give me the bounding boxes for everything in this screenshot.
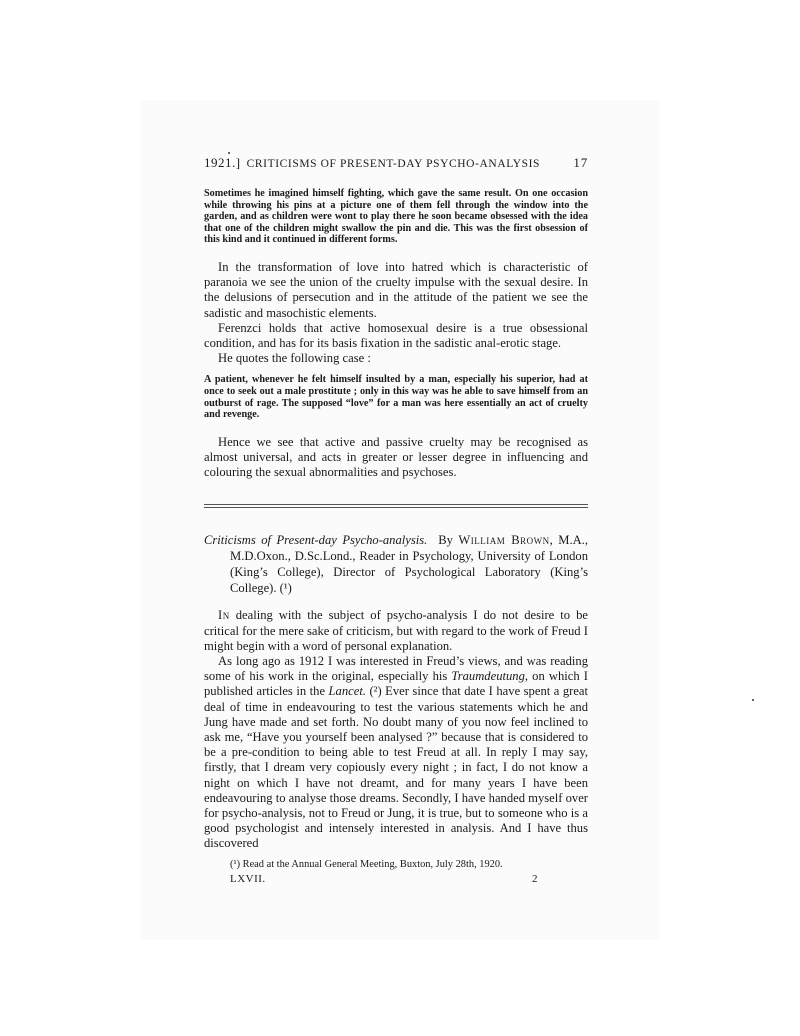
traumdeutung-title: Traumdeutung,	[451, 669, 529, 684]
signature-mark: 2	[532, 872, 538, 885]
page-foot	[204, 873, 588, 885]
paragraph-dealing-text: dealing with the subject of psycho-analysis I do not desire to be critical for the mere sake of criticism, but with regard to the work of Freud I might begin with a word of personal explanation.	[204, 608, 588, 653]
article-by: By	[438, 533, 453, 548]
paragraph-lead-word: In	[218, 608, 230, 623]
paragraph-dealing	[204, 608, 588, 654]
running-head	[204, 155, 588, 171]
divider-line-top	[204, 504, 588, 505]
article-credentials: , M.A., M.D.Oxon., D.Sc.Lond., Reader in Psychology, University of London (King’s College), Director of Psychological Laboratory (King’s College). (¹)	[230, 533, 588, 596]
paragraph-hatred: In the transformation of love into hatred which is characteristic of paranoia we see the union of the cruelty impulse with the sexual desire. In the delusions of persecution and in the attitude of the patient we see the sadistic and masochistic elements.	[204, 259, 588, 320]
case-extract: A patient, whenever he felt himself insulted by a man, especially his superior, had at once to seek out a male prostitute ; only in this way was he able to save himself from an outburst of rage. The supposed “love” for a man was here essentially an act of cruelty and revenge.	[204, 374, 588, 421]
article-title: Criticisms of Present-day Psycho-analysis.	[204, 533, 428, 548]
margin-speck	[228, 152, 230, 154]
paragraph-ferenzci: Ferenzci holds that active homosexual desire is a true obsessional condition, and has for its basis fixation in the sadistic anal-erotic stage.	[204, 320, 588, 350]
paragraph-hence: Hence we see that active and passive cruelty may be recognised as almost universal, and acts in greater or lesser degree in influencing and colouring the sexual abnormalities and psychoses.	[204, 434, 588, 480]
volume-number: LXVII.	[230, 872, 266, 885]
long-ago-part1: As long ago as 1912 I was interested in Freud’s views, and was reading some of his work in the original, especially his	[204, 653, 588, 684]
article-author: William Brown	[458, 533, 550, 548]
footnote: (¹) Read at the Annual General Meeting, Buxton, July 28th, 1920.	[230, 858, 503, 870]
article-heading	[204, 532, 588, 596]
running-head-year: 1921.]	[204, 155, 241, 170]
long-ago-part2: on which I published articles in the	[204, 669, 588, 699]
long-ago-part3: (²) Ever since that date I have spent a great deal of time in endeavouring to test the various statements which he and Jung have made and set forth. No doubt many of you now feel inclined to ask me, “Have you yourself been analysed ?” because that is considered to be a pre-condition to being able to test Freud at all. In reply I may say, firstly, that I dream very copiously every night ; in fact, I do not know a night on which I have not dreamt, and for many years I have been endeavouring to analyse those dreams. Secondly, I have handed myself over for psycho-analysis, not to Freud or Jung, it is true, but to someone who is a good psychologist and intensely interested in analysis. And I have thus discovered	[204, 684, 589, 851]
document-page	[204, 155, 588, 885]
margin-speck	[752, 699, 754, 701]
paragraph-quotes: He quotes the following case :	[218, 351, 371, 366]
top-extract: Sometimes he imagined himself fighting, which gave the same result. On one occasion while throwing his pins at a picture one of them fell through the window into the garden, and as children were wont to play there he soon became obsessed with the idea that one of the children might swallow the pin and die. This was the first obsession of this kind and it continued in different forms.	[204, 188, 588, 246]
page-number: 17	[573, 155, 588, 170]
running-head-title: CRITICISMS OF PRESENT-DAY PSYCHO-ANALYSIS	[246, 158, 541, 170]
section-divider	[204, 504, 588, 508]
lancet-title: Lancet.	[328, 684, 366, 699]
paragraph-long-ago	[204, 654, 588, 852]
divider-line-bottom	[204, 507, 588, 508]
